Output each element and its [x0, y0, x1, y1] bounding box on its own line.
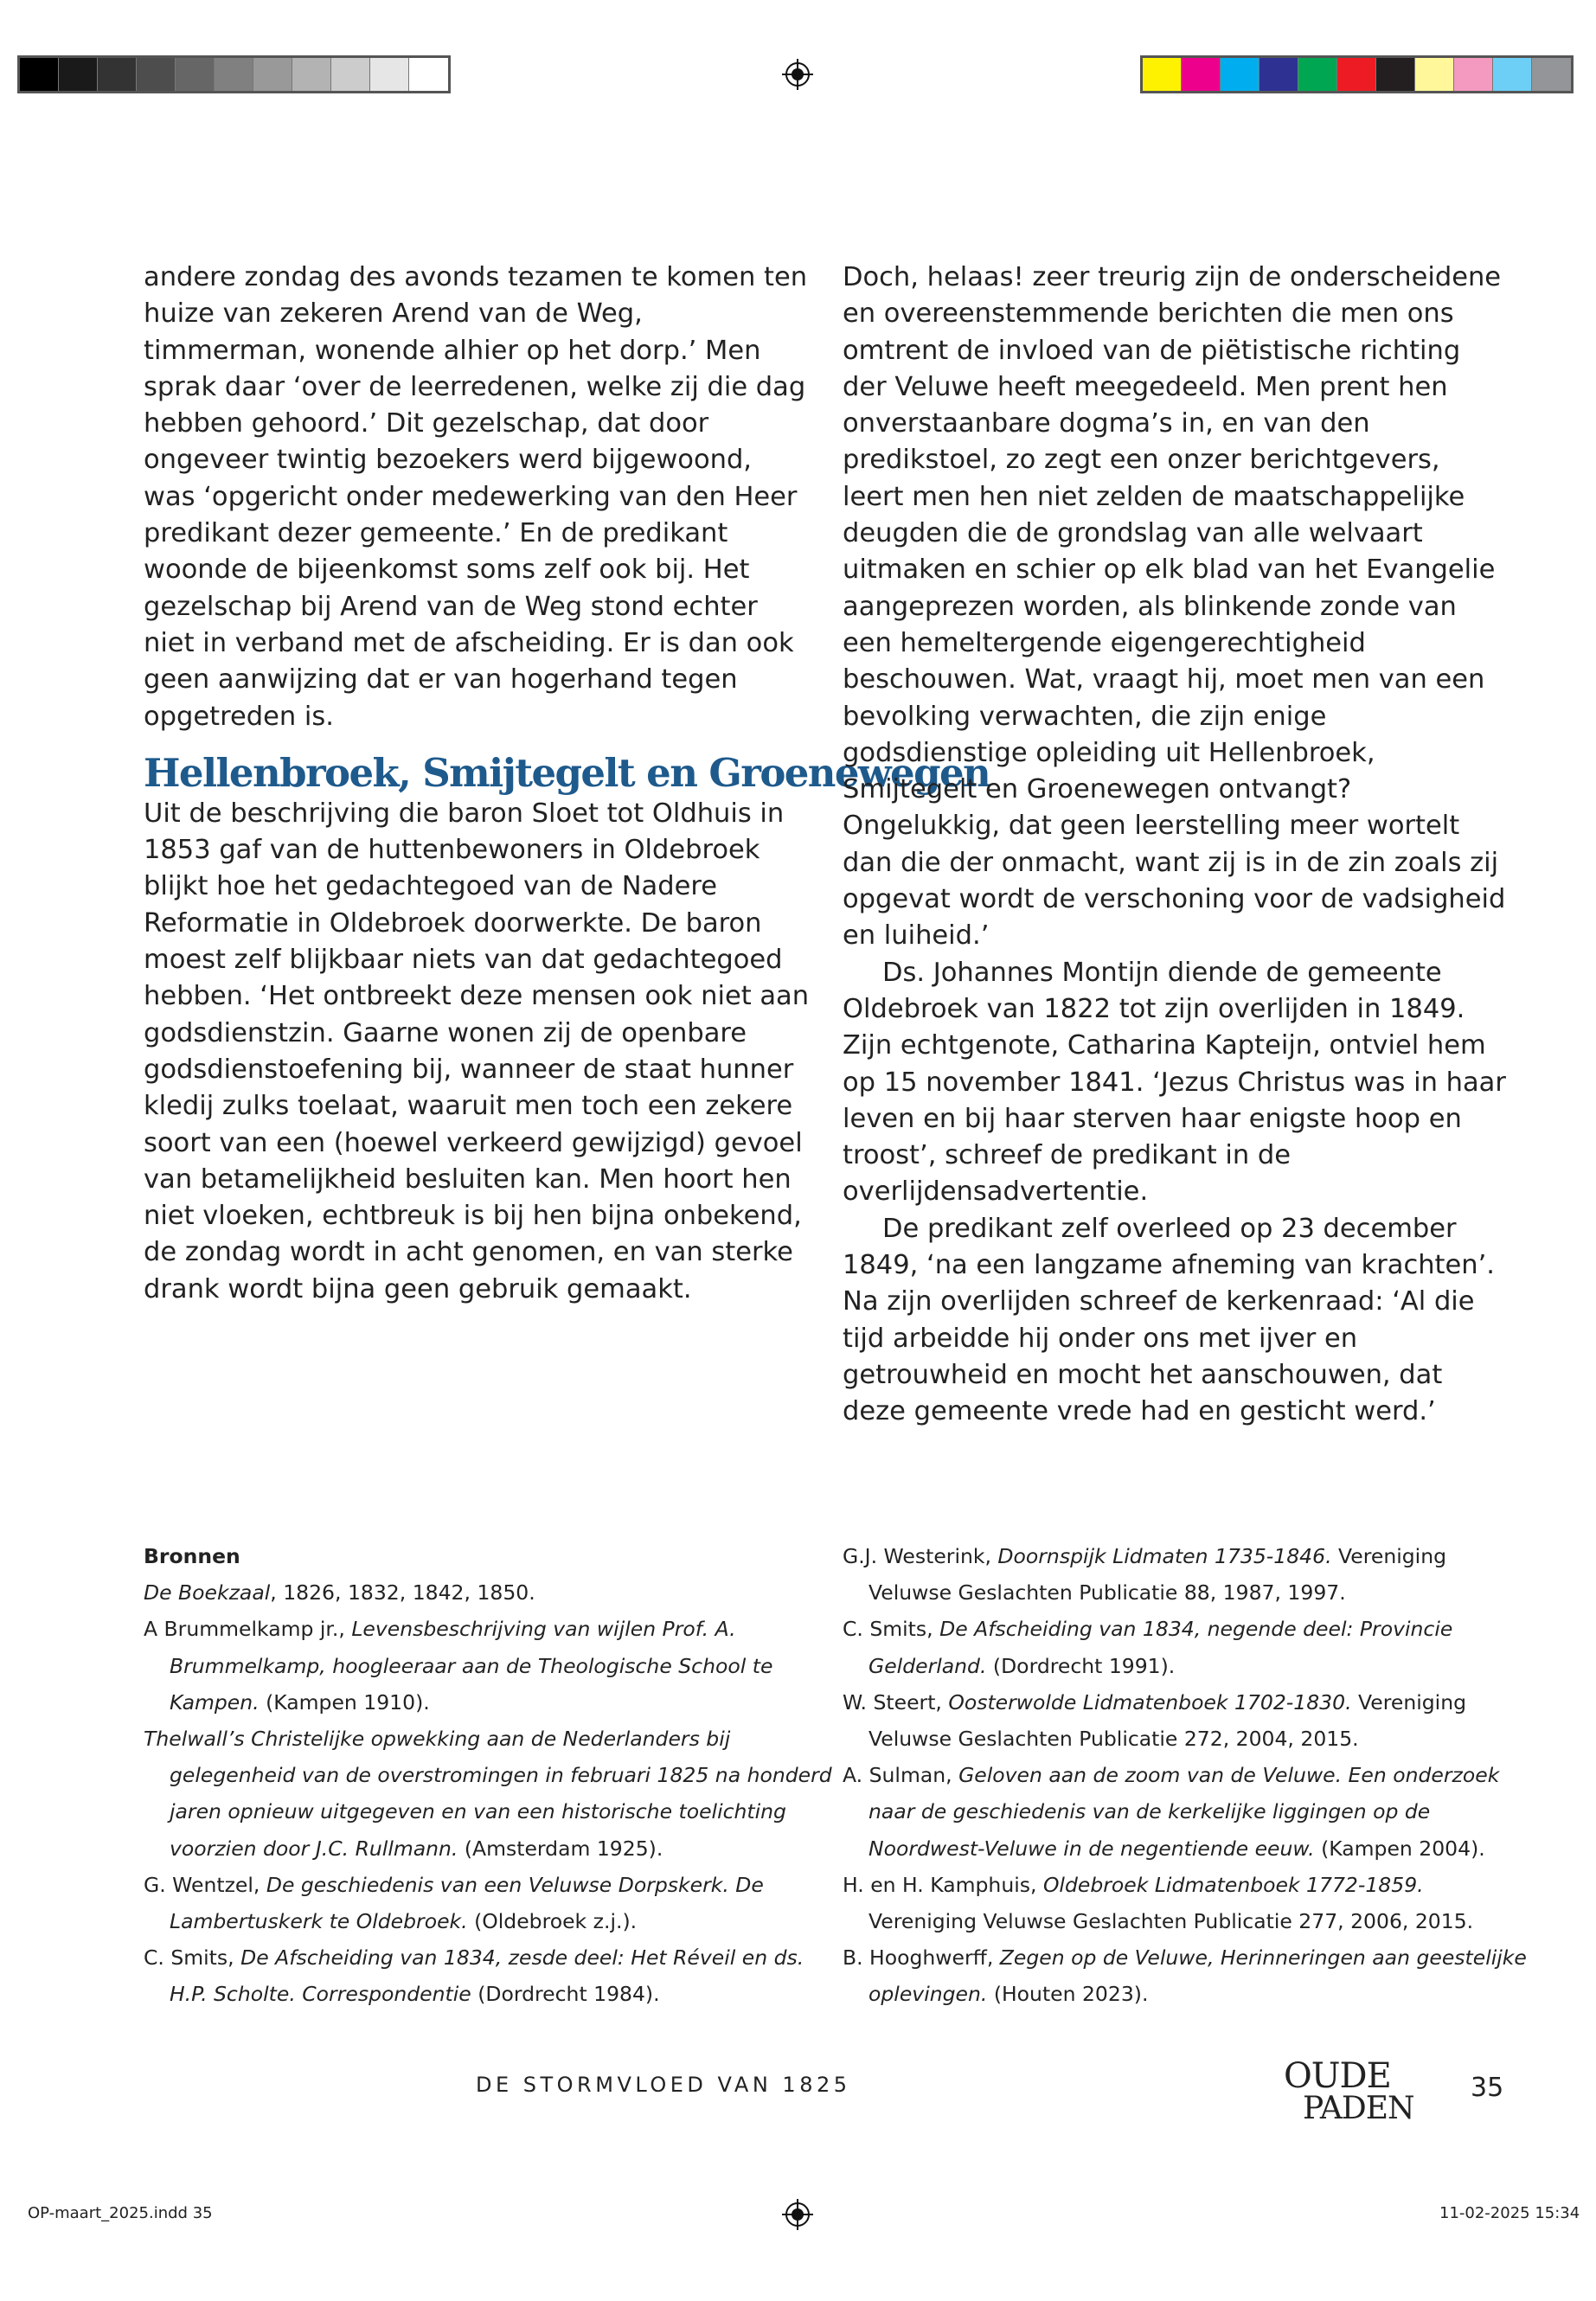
- logo-line-paden: PADEN: [1303, 2091, 1414, 2126]
- color-swatch: [253, 58, 292, 91]
- color-swatch: [292, 58, 331, 91]
- source-details: (Houten 2023).: [987, 1982, 1149, 2007]
- color-swatch: [1376, 58, 1415, 91]
- source-title: Oosterwolde Lidmatenboek 1702-1830.: [948, 1689, 1352, 1715]
- color-swatch: [1298, 58, 1337, 91]
- source-author: C. Smits,: [843, 1617, 940, 1642]
- color-swatch: [1337, 58, 1376, 91]
- color-swatch: [176, 58, 215, 91]
- source-title: De Afscheiding van 1834, negende deel: Provincie Gelderland.: [869, 1617, 1453, 1678]
- color-swatch: [137, 58, 176, 91]
- source-entry: [843, 1867, 1535, 1939]
- source-author: A. Sulman,: [843, 1763, 959, 1788]
- color-swatch: [370, 58, 409, 91]
- body-paragraph: andere zondag des avonds tezamen te komen ten huize van zekeren Arend van de Weg, timmerman, wonende alhier op het dorp.’ Men sprak daar ‘over de leerredenen, welke zij die dag hebben gehoord.’ Dit gezelschap, dat door ongeveer twintig bezoekers werd bijgewoond, was ‘opgericht onder medewerking van den Heer predikant dezer gemeente.’ En de predikant woonde de bijeenkomst soms zelf ook bij. Het gezelschap bij Arend van de Weg stond echter niet in verband met de afscheiding. Er is dan ook geen aanwijzing dat er van hogerhand tegen opgetreden is.: [144, 262, 808, 732]
- source-details: Vereniging Veluwse Geslachten Publicatie 88, 1987, 1997.: [869, 1544, 1447, 1606]
- source-author: H. en H. Kamphuis,: [843, 1872, 1043, 1897]
- registration-mark-icon: [782, 2199, 813, 2230]
- body-paragraph: Uit de beschrijving die baron Sloet tot Oldhuis in 1853 gaf van de huttenbewoners in Oldebroek blijkt hoe het gedachtegoed van de Nadere Reformatie in Oldebroek doorwerkte. De baron moest zelf blijkbaar niets van dat gedachtegoed hebben. ‘Het ontbreekt deze mensen ook niet aan godsdienstzin. Gaarne wonen zij de openbare godsdienstoefening bij, wanneer de staat hunner kledij zulks toelaat, waaruit men toch een zekere soort van een (hoewel verkeerd gewijzigd) gevoel van betamelijkheid besluiten kan. Men hoort hen niet vloeken, echtbreuk is bij hen bijna onbekend, de zondag wordt in acht genomen, en van sterke drank wordt bijna geen gebruik gemaakt.: [144, 798, 810, 1304]
- source-author: G.J. Westerink,: [843, 1544, 998, 1568]
- source-details: (Dordrecht 1984).: [471, 1982, 660, 2007]
- body-paragraph: Ds. Johannes Montijn diende de gemeente Oldebroek van 1822 tot zijn overlijden in 1849. Zijn echtgenote, Catharina Kapteijn, ontviel hem op 15 november 1841. ‘Jezus Christus was in haar leven en bij haar sterven haar enigste hoop en troost’, schreef de predikant in de overlijdensadvertentie.: [843, 957, 1506, 1208]
- source-title: De Afscheiding van 1834, zesde deel: Het Réveil en ds. H.P. Scholte. Correspondentie: [170, 1945, 804, 2007]
- body-column-left: [144, 260, 990, 1308]
- process-color-bar: [1140, 55, 1574, 93]
- registration-mark-icon: [782, 59, 813, 90]
- source-details: , 1826, 1832, 1842, 1850.: [270, 1580, 535, 1606]
- source-title: De geschiedenis van een Veluwse Dorpskerk. De Lambertuskerk te Oldebroek.: [170, 1872, 764, 1934]
- logo-line-oude: OUDE: [1284, 2056, 1391, 2096]
- color-swatch: [1415, 58, 1454, 91]
- source-entry: [843, 1538, 1535, 1611]
- color-swatch: [1143, 58, 1182, 91]
- sources-list-left: [144, 1538, 836, 2013]
- source-entry: [843, 1611, 1535, 1683]
- source-details: (Amsterdam 1925).: [458, 1836, 663, 1861]
- color-swatch: [20, 58, 59, 91]
- color-swatch: [1493, 58, 1532, 91]
- color-swatch: [98, 58, 137, 91]
- body-paragraph: De predikant zelf overleed op 23 december 1849, ‘na een langzame afneming van krachten’. Na zijn overlijden schreef de kerkenraad: ‘Al die tijd arbeidde hij onder ons met ijver en getrouwheid en mocht het aanschouwen, dat deze gemeente vrede had en gesticht werd.’: [843, 1213, 1495, 1427]
- source-details: (Kampen 1910).: [259, 1689, 430, 1715]
- source-title: De Boekzaal: [144, 1580, 271, 1606]
- source-details: Vereniging Veluwse Geslachten Publicatie 277, 2006, 2015.: [869, 1909, 1474, 1934]
- source-title: Oldebroek Lidmatenboek 1772-1859.: [1042, 1872, 1424, 1897]
- source-entry: [843, 1757, 1535, 1867]
- slug-datetime: 11-02-2025 15:34: [1439, 2204, 1580, 2222]
- color-swatch: [1221, 58, 1259, 91]
- color-swatch: [331, 58, 370, 91]
- color-swatch: [59, 58, 98, 91]
- body-column-right: [843, 260, 1509, 1431]
- section-heading: Hellenbroek, Smijtegelt en Groenewegen: [144, 749, 990, 796]
- sources-title: Bronnen: [144, 1544, 240, 1568]
- oude-paden-logo: [1284, 2057, 1422, 2128]
- source-title: Geloven aan de zoom van de Veluwe. Een onderzoek naar de geschiedenis van de kerkelijke liggingen op de Noordwest-Veluwe in de negentiende eeuw.: [869, 1763, 1500, 1861]
- color-swatch: [1182, 58, 1221, 91]
- source-entry: [144, 1611, 836, 1721]
- color-swatch: [1454, 58, 1493, 91]
- source-title: Thelwall’s Christelijke opwekking aan de Nederlanders bij gelegenheid van de overstromingen in februari 1825 na honderd jaren opnieuw uitgegeven en van een historische toelichting voorzien door J.C. Rullmann.: [144, 1727, 832, 1861]
- source-author: W. Steert,: [843, 1689, 949, 1715]
- source-details: Vereniging Veluwse Geslachten Publicatie 272, 2004, 2015.: [869, 1689, 1467, 1752]
- source-entry: [144, 1574, 836, 1611]
- page-number: 35: [1471, 2073, 1504, 2103]
- source-entry: [144, 1939, 836, 2012]
- color-swatch: [215, 58, 253, 91]
- running-footer-title: DE STORMVLOED VAN 1825: [476, 2073, 851, 2097]
- source-details: (Dordrecht 1991).: [986, 1653, 1176, 1678]
- source-author: G. Wentzel,: [144, 1872, 266, 1897]
- source-author: B. Hooghwerff,: [843, 1945, 1000, 1971]
- source-title: Levensbeschrijving van wijlen Prof. A. Brummelkamp, hoogleeraar aan de Theologische School te Kampen.: [170, 1617, 773, 1715]
- source-author: A Brummelkamp jr.,: [144, 1617, 352, 1642]
- source-author: C. Smits,: [144, 1945, 241, 1971]
- color-swatch: [1259, 58, 1298, 91]
- source-title: Doornspijk Lidmaten 1735-1846.: [997, 1544, 1332, 1568]
- slug-filename: OP-maart_2025.indd 35: [28, 2204, 213, 2222]
- source-entry: [144, 1721, 836, 1867]
- color-swatch: [1532, 58, 1571, 91]
- source-details: (Kampen 2004).: [1314, 1836, 1485, 1861]
- source-entry: [843, 1939, 1535, 2012]
- sources-list-right: [843, 1538, 1535, 2013]
- source-title: Zegen op de Veluwe, Herinneringen aan geestelijke oplevingen.: [869, 1945, 1527, 2007]
- source-entry: [843, 1684, 1535, 1757]
- grayscale-color-bar: [17, 55, 451, 93]
- source-details: (Oldebroek z.j.).: [467, 1909, 638, 1934]
- source-entry: [144, 1867, 836, 1939]
- body-paragraph: Doch, helaas! zeer treurig zijn de onderscheidene en overeenstemmende berichten die men ons omtrent de invloed van de piëtistische richting der Veluwe heeft meegedeeld. Men prent hen onverstaanbare dogma’s in, en van den predikstoel, zo zegt een onzer berichtgevers, leert men hen niet zelden de maatschappelijke deugden die de grondslag van alle welvaart uitmaken en schier op elk blad van het Evangelie aangeprezen worden, als blinkende zonde van een hemeltergende eigengerechtigheid beschouwen. Wat, vraagt hij, moet men van een bevolking verwachten, die zijn enige godsdienstige opleiding uit Hellenbroek, Smijtegelt en Groenewegen ontvangt? Ongelukkig, dat geen leerstelling meer wortelt dan die der onmacht, want zij is in de zin zoals zij opgevat wordt de verschoning voor de vadsigheid en luiheid.’: [843, 262, 1506, 952]
- color-swatch: [409, 58, 448, 91]
